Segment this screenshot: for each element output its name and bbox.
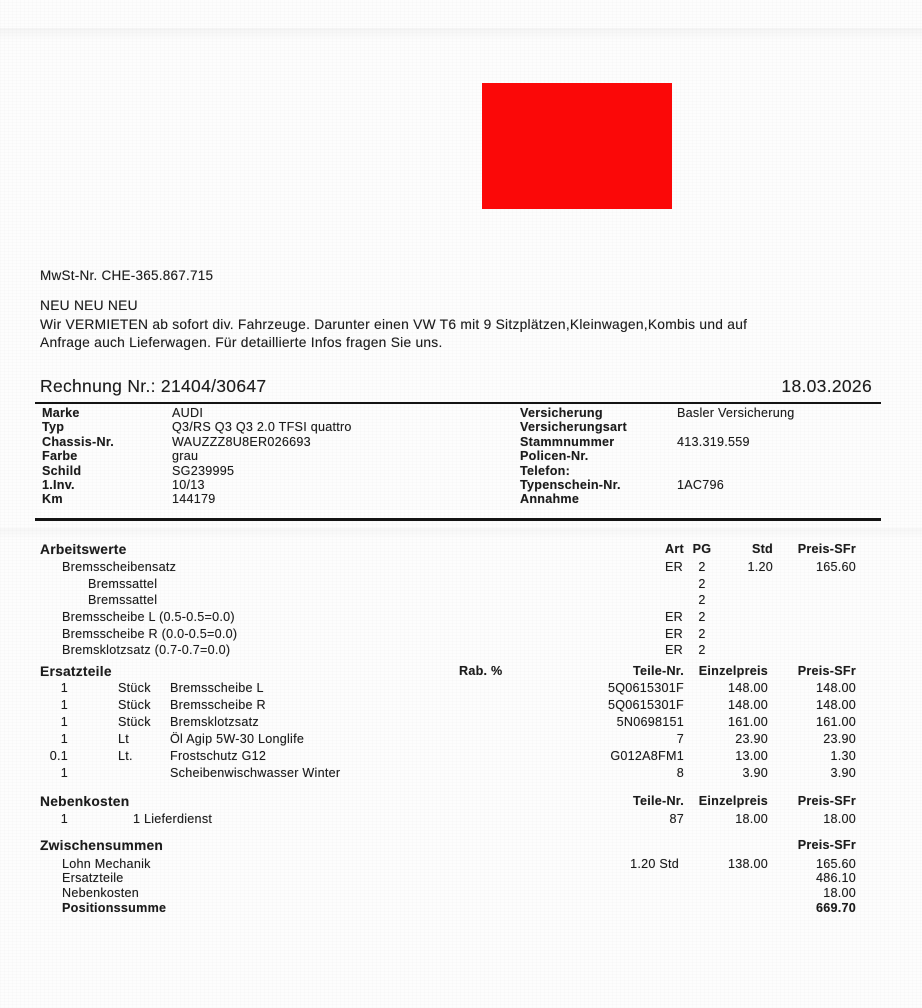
part-description: Öl Agip 5W-30 Longlife <box>170 732 305 746</box>
subtotal-amount: 165.60 <box>815 857 856 871</box>
subtotal-amount: 18.00 <box>823 886 856 900</box>
scan-crease <box>0 528 922 542</box>
promo-line: Wir VERMIETEN ab sofort div. Fahrzeuge. Darunter einen VW T6 mit 9 Sitzplätzen,Kleinwagen,Kombis und auf <box>40 316 748 332</box>
part-description: Scheibenwischwasser Winter <box>170 766 341 780</box>
work-hours: 1.20 <box>747 560 773 574</box>
part-qty: 1 <box>60 681 68 695</box>
vehicle-label: Typenschein-Nr. <box>520 478 621 492</box>
part-price: 3.90 <box>830 766 856 780</box>
part-row <box>0 715 922 732</box>
extra-cost-unit-price: 18.00 <box>735 812 768 826</box>
part-unit: Stück <box>118 715 151 729</box>
part-unit: Stück <box>118 681 151 695</box>
part-unit: Lt. <box>118 749 133 763</box>
part-price: 148.00 <box>815 681 856 695</box>
extra-cost-qty: 1 <box>60 812 68 826</box>
scan-shadow-top <box>0 28 922 46</box>
subtotal-hours: 1.20 Std <box>630 857 679 871</box>
extra-cost-price: 18.00 <box>823 812 856 826</box>
work-art: ER <box>665 643 683 657</box>
work-pg: 2 <box>698 610 706 624</box>
position-total-amount: 669.70 <box>815 901 856 915</box>
vehicle-label: 1.Inv. <box>42 478 75 492</box>
vehicle-label: Versicherung <box>520 406 603 420</box>
vehicle-label: Policen-Nr. <box>520 449 589 463</box>
vehicle-label: Marke <box>42 406 80 420</box>
part-row <box>0 766 922 783</box>
work-art: ER <box>665 560 683 574</box>
part-unit: Lt <box>118 732 130 746</box>
vehicle-label: Annahme <box>520 492 580 506</box>
subtotal-rate: 138.00 <box>727 857 768 871</box>
work-row <box>0 593 922 610</box>
part-unit-price: 13.00 <box>735 749 768 763</box>
vehicle-value: WAUZZZ8U8ER026693 <box>172 435 311 449</box>
part-price: 148.00 <box>815 698 856 712</box>
part-description: Frostschutz G12 <box>170 749 267 763</box>
section-title: Nebenkosten <box>40 794 130 809</box>
part-number: 5Q0615301F <box>607 698 684 712</box>
part-unit-price: 23.90 <box>735 732 768 746</box>
column-header: Preis-SFr <box>797 664 856 678</box>
part-price: 161.00 <box>815 715 856 729</box>
vehicle-label: Versicherungsart <box>520 420 627 434</box>
column-header: Einzelpreis <box>698 664 768 678</box>
column-header: Std <box>751 542 773 556</box>
part-row <box>0 681 922 698</box>
vehicle-value: 413.319.559 <box>677 435 750 449</box>
extra-cost-description: 1 Lieferdienst <box>133 812 213 826</box>
labour-header-row <box>0 542 922 559</box>
vehicle-value: Basler Versicherung <box>677 406 795 420</box>
invoice-date: 18.03.2026 <box>781 376 872 396</box>
vehicle-label: Schild <box>42 464 82 478</box>
work-art: ER <box>665 627 683 641</box>
work-description: Bremssattel <box>88 593 158 607</box>
part-qty: 1 <box>60 766 68 780</box>
part-qty: 1 <box>60 698 68 712</box>
promo-text <box>40 297 747 353</box>
part-row <box>0 698 922 715</box>
part-description: Bremsscheibe L <box>170 681 264 695</box>
vehicle-value: 10/13 <box>172 478 205 492</box>
vehicle-label: Chassis-Nr. <box>42 435 115 449</box>
extra-cost-number: 87 <box>669 812 684 826</box>
column-header: Teile-Nr. <box>632 664 684 678</box>
column-header: Rab. % <box>459 664 503 678</box>
work-description: Bremssattel <box>88 577 158 591</box>
work-row <box>0 643 922 660</box>
part-number: 7 <box>676 732 684 746</box>
part-unit-price: 148.00 <box>727 698 768 712</box>
vehicle-value: 144179 <box>172 492 216 506</box>
column-header: Preis-SFr <box>797 838 856 852</box>
part-row <box>0 749 922 766</box>
part-number: 5N0698151 <box>616 715 684 729</box>
part-price: 23.90 <box>823 732 856 746</box>
work-art: ER <box>665 610 683 624</box>
work-description: Bremsscheibensatz <box>62 560 177 574</box>
divider-line-thick <box>35 518 881 521</box>
subtotal-total-row <box>0 901 922 918</box>
vehicle-value: grau <box>172 449 199 463</box>
part-qty: 0.1 <box>49 749 68 763</box>
part-unit: Stück <box>118 698 151 712</box>
work-row <box>0 577 922 594</box>
promo-line: Anfrage auch Lieferwagen. Für detaillierte Infos fragen Sie uns. <box>40 335 443 350</box>
part-row <box>0 732 922 749</box>
part-description: Bremsklotzsatz <box>170 715 259 729</box>
part-price: 1.30 <box>830 749 856 763</box>
vehicle-label: Typ <box>42 420 65 434</box>
parts-header-row <box>0 664 922 681</box>
section-title: Arbeitswerte <box>40 542 127 557</box>
work-pg: 2 <box>698 577 706 591</box>
column-header: PG <box>692 542 712 556</box>
work-pg: 2 <box>698 593 706 607</box>
part-number: G012A8FM1 <box>610 749 684 763</box>
column-header: Teile-Nr. <box>632 794 684 808</box>
subtotal-label: Nebenkosten <box>62 886 139 900</box>
work-row <box>0 560 922 577</box>
part-number: 5Q0615301F <box>607 681 684 695</box>
vehicle-value: SG239995 <box>172 464 235 478</box>
vehicle-label: Telefon: <box>520 464 571 478</box>
vehicle-value: AUDI <box>172 406 204 420</box>
extra-cost-row <box>0 812 922 829</box>
column-header: Preis-SFr <box>797 542 856 556</box>
work-row <box>0 627 922 644</box>
work-pg: 2 <box>698 643 706 657</box>
work-description: Bremsklotzsatz (0.7-0.7=0.0) <box>62 643 231 657</box>
vehicle-label: Km <box>42 492 63 506</box>
invoice-number-title: Rechnung Nr.: 21404/30647 <box>40 376 267 396</box>
vat-number: MwSt-Nr. CHE-365.867.715 <box>40 268 214 283</box>
subtotal-label: Lohn Mechanik <box>62 857 151 871</box>
work-price: 165.60 <box>815 560 856 574</box>
column-header: Einzelpreis <box>698 794 768 808</box>
work-description: Bremsscheibe R (0.0-0.5=0.0) <box>62 627 238 641</box>
part-unit-price: 161.00 <box>727 715 768 729</box>
subtotal-label: Ersatzteile <box>62 871 124 885</box>
part-qty: 1 <box>60 715 68 729</box>
vehicle-label: Farbe <box>42 449 78 463</box>
section-title: Ersatzteile <box>40 664 112 679</box>
position-total-label: Positionssumme <box>62 901 167 915</box>
extra-costs-header-row <box>0 794 922 811</box>
section-title: Zwischensummen <box>40 838 164 853</box>
work-pg: 2 <box>698 627 706 641</box>
work-row <box>0 610 922 627</box>
part-description: Bremsscheibe R <box>170 698 266 712</box>
part-number: 8 <box>676 766 684 780</box>
part-unit-price: 148.00 <box>727 681 768 695</box>
vehicle-value: 1AC796 <box>677 478 725 492</box>
subtotal-amount: 486.10 <box>815 871 856 885</box>
column-header: Preis-SFr <box>797 794 856 808</box>
promo-line: NEU NEU NEU <box>40 298 138 313</box>
subtotals-header-row <box>0 838 922 855</box>
work-description: Bremsscheibe L (0.5-0.5=0.0) <box>62 610 235 624</box>
work-pg: 2 <box>698 560 706 574</box>
vehicle-row <box>0 492 922 509</box>
column-header: Art <box>665 542 684 556</box>
divider-line <box>35 402 881 404</box>
vehicle-value: Q3/RS Q3 Q3 2.0 TFSI quattro <box>172 420 352 434</box>
redaction-box <box>482 83 672 209</box>
vehicle-label: Stammnummer <box>520 435 615 449</box>
part-unit-price: 3.90 <box>742 766 768 780</box>
part-qty: 1 <box>60 732 68 746</box>
